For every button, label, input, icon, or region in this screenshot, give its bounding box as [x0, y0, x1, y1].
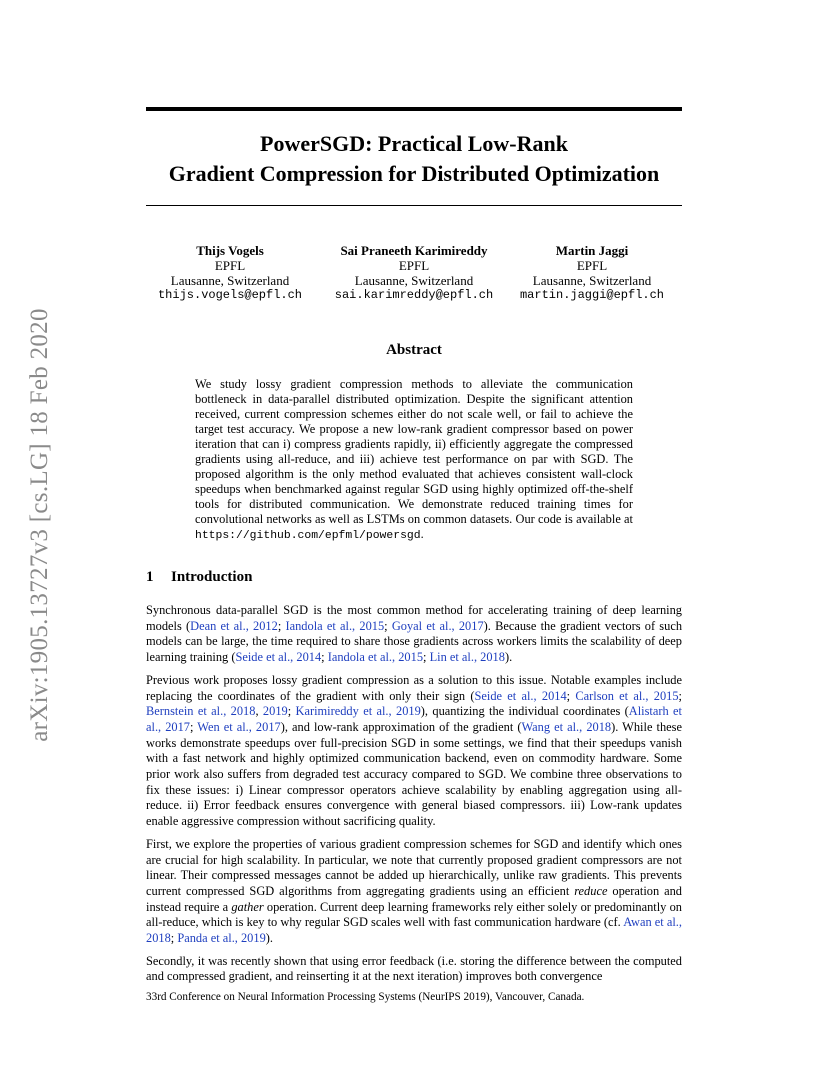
- paragraph-3: [146, 837, 682, 947]
- paragraph-text: ), quantizing the individual coordinates (: [420, 704, 629, 719]
- citation-link[interactable]: Panda et al., 2019: [177, 931, 266, 946]
- abstract-body: We study lossy gradient compression methods to alleviate the communication bottleneck in data-parallel distributed optimization. Despite the significant attention received, current compression schemes either do not scale well, or fail to achieve the target test accuracy. We propose a new low-rank gradient compressor based on power iteration that can i) compress gradients rapidly, ii) efficiently aggregate the compressed gradients using all-reduce, and iii) achieve test performance on par with SGD. The proposed algorithm is the only method evaluated that achieves consistent wall-clock speedups when benchmarked against regular SGD using highly optimized off-the-shelf tools for distributed communication. We demonstrate reduced training times for convolutional networks as well as LSTMs on common datasets. Our code is available at: [195, 377, 633, 526]
- author-affiliation: EPFL: [398, 258, 430, 273]
- paragraph-text: ), and low-rank approximation of the gradient (: [280, 719, 522, 734]
- title-top-rule: [146, 107, 682, 111]
- author-name: Sai Praneeth Karimireddy: [340, 243, 488, 258]
- citation-link[interactable]: Lin et al., 2018: [429, 650, 505, 665]
- paragraph-text: ). While these works demonstrate speedups over full-precision SGD in some settings, we find that their speedups vanish with a fast network and highly optimized communication backend, even on commodity hardware. Some prior work also suffers from degraded test accuracy compared to SGD. We combine three observations to fix these issues: i) Linear compressor operators achieve scalability by enabling aggregation using all-reduce. ii) Error feedback ensures convergence with general biased compressors. iii) Low-rank updates enable aggressive compression without sacrificing quality.: [146, 719, 682, 829]
- emphasis: gather: [231, 899, 264, 914]
- author-name: Thijs Vogels: [196, 243, 264, 258]
- author-email[interactable]: sai.karimreddy@epfl.ch: [334, 288, 494, 302]
- title-line-1: PowerSGD: Practical Low-Rank: [260, 131, 568, 156]
- author-location: Lausanne, Switzerland: [354, 273, 474, 288]
- citation-link[interactable]: Carlson et al., 2015: [575, 688, 679, 703]
- separator: ;: [384, 618, 392, 633]
- separator: ,: [255, 704, 263, 719]
- citation-link[interactable]: Iandola et al., 2015: [285, 618, 385, 633]
- paragraph-text: ).: [265, 931, 273, 946]
- section-heading: [146, 569, 252, 586]
- arxiv-identifier: arXiv:1905.13727v3 [cs.LG] 18 Feb 2020: [26, 308, 53, 742]
- separator: ;: [287, 704, 296, 719]
- title-bottom-rule: [146, 205, 682, 206]
- author-location: Lausanne, Switzerland: [532, 273, 652, 288]
- paragraph-text: Synchronous data-parallel SGD is the most common method for accelerating training of deep learning models (: [146, 603, 682, 633]
- author-email[interactable]: thijs.vogels@epfl.ch: [157, 288, 303, 302]
- abstract-end: .: [420, 527, 424, 541]
- paragraph-text: operation and instead require a: [146, 883, 682, 914]
- citation-link[interactable]: Iandola et al., 2015: [327, 650, 424, 665]
- code-link[interactable]: https://github.com/epfml/powersgd: [195, 530, 421, 542]
- paragraph-text: Previous work proposes lossy gradient compression as a solution to this issue. Notable examples include replacing the coordinates of the gradient with only their sign (: [146, 672, 682, 703]
- title-line-2: Gradient Compression for Distributed Optimization: [168, 161, 660, 186]
- citation-link[interactable]: Alistarh et al., 2017: [146, 704, 682, 734]
- author-affiliation: EPFL: [214, 258, 246, 273]
- citation-link[interactable]: Karimireddy et al., 2019: [295, 704, 421, 719]
- abstract-heading: Abstract: [386, 342, 442, 358]
- paragraph-text: operation. Current deep learning frameworks rely either solely or predominantly on all-reduce, which is key to why regular SGD scales well with fast communication hardware (cf.: [146, 899, 682, 930]
- author-location: Lausanne, Switzerland: [170, 273, 290, 288]
- paragraph-text: First, we explore the properties of various gradient compression schemes for SGD and identify which ones are crucial for high scalability. In particular, we note that currently proposed gradient compressors are not linear. Their compressed messages cannot be added up hierarchically, unlike raw gradients. This prevents current compressed SGD algorithms from aggregating gradients using an efficient: [146, 836, 682, 898]
- separator: ;: [678, 688, 682, 703]
- separator: ;: [170, 931, 178, 946]
- citation-link[interactable]: Awan et al., 2018: [146, 915, 682, 946]
- citation-link[interactable]: Wen et al., 2017: [197, 719, 281, 734]
- author-3: [492, 243, 692, 303]
- author-affiliation: EPFL: [576, 258, 608, 273]
- citation-link[interactable]: Seide et al., 2014: [474, 688, 567, 703]
- paragraph-text: ).: [504, 650, 513, 665]
- separator: ;: [423, 650, 430, 665]
- abstract-text: [195, 377, 633, 544]
- paragraph-2: [146, 673, 682, 830]
- citation-link[interactable]: Dean et al., 2012: [190, 618, 278, 633]
- paragraph-4: [146, 954, 682, 985]
- paragraph-text: ). Because the gradient vectors of such models can be large, the time required to share those gradients across workers limits the scalability of deep learning training (: [146, 618, 683, 665]
- separator: ;: [277, 618, 286, 633]
- conference-footnote: 33rd Conference on Neural Information Processing Systems (NeurIPS 2019), Vancouver, Canada.: [146, 991, 585, 1003]
- citation-link[interactable]: 2019: [262, 704, 288, 719]
- author-2: [314, 243, 514, 303]
- author-1: [130, 243, 330, 303]
- paragraph-1: [146, 603, 682, 666]
- citation-link[interactable]: Wang et al., 2018: [521, 719, 612, 734]
- introduction-body: [146, 603, 682, 992]
- citation-link[interactable]: Bernstein et al., 2018: [146, 704, 256, 719]
- paragraph-text: Secondly, it was recently shown that using error feedback (i.e. storing the difference between the computed and compressed gradient, and reinserting it at the next iteration) improves both convergence: [146, 953, 682, 984]
- emphasis: reduce: [574, 883, 608, 898]
- author-email[interactable]: martin.jaggi@epfl.ch: [519, 288, 665, 302]
- separator: ;: [321, 650, 328, 665]
- section-number: 1: [146, 569, 154, 585]
- citation-link[interactable]: Goyal et al., 2017: [391, 618, 484, 633]
- paper-title: [100, 129, 728, 189]
- separator: ;: [189, 719, 198, 734]
- separator: ;: [566, 688, 576, 703]
- author-name: Martin Jaggi: [555, 243, 629, 258]
- section-title: Introduction: [171, 569, 253, 585]
- citation-link[interactable]: Seide et al., 2014: [235, 650, 322, 665]
